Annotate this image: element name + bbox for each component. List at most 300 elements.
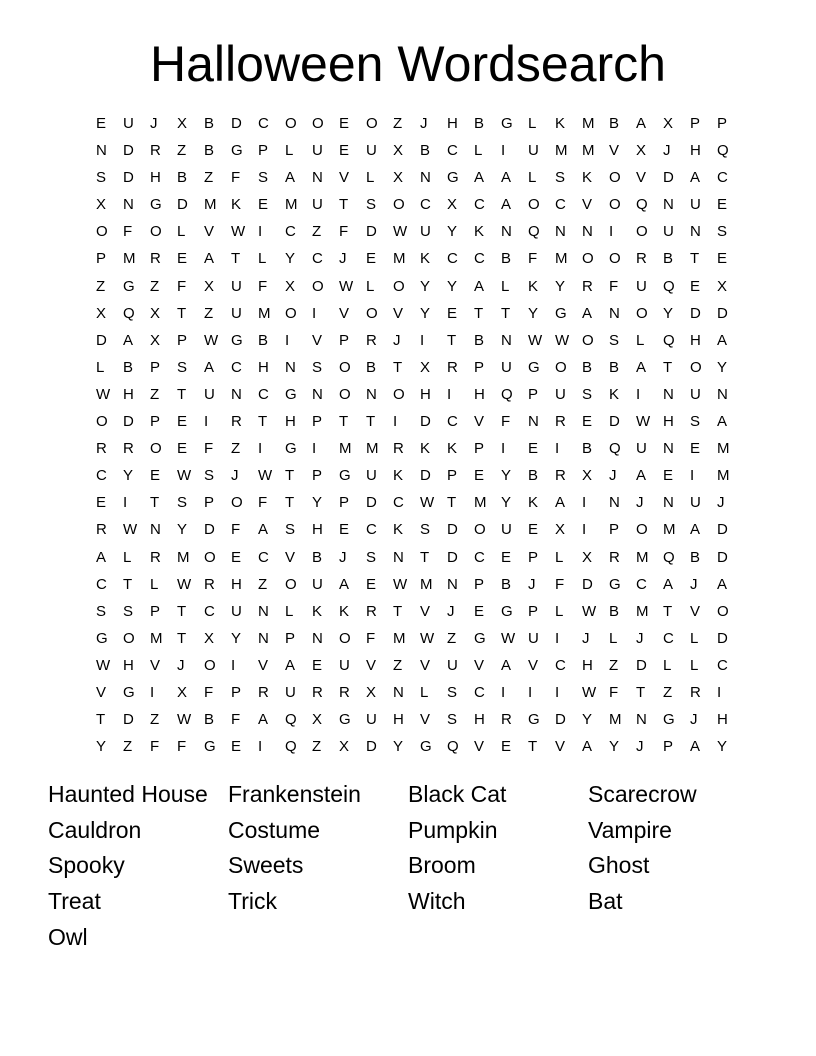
grid-letter: L	[177, 223, 186, 241]
grid-letter: Z	[204, 169, 214, 187]
grid-letter: E	[501, 738, 512, 756]
grid-letter: Q	[636, 196, 648, 214]
grid-letter: X	[717, 277, 728, 295]
grid-letter: E	[474, 602, 485, 620]
grid-letter: K	[528, 277, 539, 295]
grid-letter: B	[663, 250, 674, 268]
grid-letter: Y	[393, 738, 404, 756]
grid-letter: S	[555, 169, 566, 187]
grid-letter: N	[96, 142, 107, 160]
grid-letter: G	[231, 142, 243, 160]
grid-letter: A	[204, 358, 215, 376]
grid-letter: R	[312, 683, 323, 701]
grid-letter: X	[96, 304, 107, 322]
grid-letter: V	[555, 738, 566, 756]
grid-letter: P	[609, 521, 620, 539]
grid-letter: A	[636, 358, 647, 376]
grid-letter: O	[582, 331, 594, 349]
grid-letter: T	[177, 602, 187, 620]
grid-letter: E	[447, 304, 458, 322]
word-list-item: Costume	[228, 816, 321, 843]
grid-letter: E	[582, 413, 593, 431]
grid-letter: A	[690, 169, 701, 187]
grid-letter: I	[501, 683, 506, 701]
grid-letter: E	[717, 250, 728, 268]
grid-letter: I	[555, 440, 560, 458]
word-list-item: Ghost	[588, 852, 650, 879]
grid-letter: N	[150, 521, 161, 539]
grid-letter: A	[636, 467, 647, 485]
page-title: Halloween Wordsearch	[150, 36, 666, 92]
grid-letter: A	[123, 331, 134, 349]
grid-letter: D	[204, 521, 215, 539]
grid-letter: P	[231, 683, 242, 701]
grid-letter: V	[474, 413, 485, 431]
grid-letter: O	[312, 115, 324, 132]
grid-letter: L	[366, 169, 375, 187]
grid-letter: E	[339, 142, 350, 160]
grid-letter: D	[582, 575, 593, 593]
grid-letter: Q	[447, 738, 459, 756]
word-list-item: Black Cat	[408, 781, 507, 807]
grid-letter: X	[312, 711, 323, 729]
grid-letter: F	[501, 413, 511, 431]
grid-letter: I	[582, 521, 587, 539]
grid-letter: S	[582, 385, 593, 403]
grid-letter: L	[123, 548, 132, 566]
grid-letter: D	[366, 223, 377, 241]
grid-letter: E	[690, 277, 701, 295]
grid-letter: N	[501, 223, 512, 241]
grid-letter: M	[717, 467, 730, 485]
letter-grid	[96, 110, 744, 760]
grid-letter: R	[609, 548, 620, 566]
grid-letter: X	[582, 467, 593, 485]
grid-letter: D	[447, 521, 458, 539]
grid-letter: N	[123, 196, 134, 214]
grid-letter: B	[501, 575, 512, 593]
grid-letter: P	[150, 413, 161, 431]
grid-letter: L	[150, 575, 159, 593]
grid-letter: M	[123, 250, 136, 268]
grid-letter: H	[258, 358, 269, 376]
grid-letter: F	[258, 494, 268, 512]
grid-letter: H	[420, 385, 431, 403]
grid-letter: F	[231, 711, 241, 729]
grid-letter: U	[636, 277, 647, 295]
grid-letter: J	[177, 656, 185, 674]
grid-letter: F	[204, 440, 214, 458]
grid-letter: M	[717, 440, 730, 458]
grid-letter: P	[447, 467, 458, 485]
grid-letter: E	[231, 548, 242, 566]
grid-letter: S	[717, 223, 728, 241]
grid-letter: A	[339, 575, 350, 593]
grid-letter: U	[555, 385, 566, 403]
grid-letter: A	[636, 115, 647, 132]
grid-letter: T	[690, 250, 700, 268]
grid-letter: P	[96, 250, 107, 268]
grid-letter: C	[312, 250, 323, 268]
grid-letter: N	[447, 575, 458, 593]
grid-letter: G	[663, 711, 675, 729]
grid-letter: H	[582, 656, 593, 674]
grid-letter: T	[528, 738, 538, 756]
grid-letter: I	[393, 413, 398, 431]
grid-letter: O	[312, 277, 324, 295]
grid-letter: G	[501, 115, 513, 132]
grid-letter: A	[717, 413, 728, 431]
grid-letter: X	[204, 629, 215, 647]
grid-letter: T	[393, 602, 403, 620]
grid-letter: N	[636, 711, 647, 729]
grid-letter: O	[609, 196, 621, 214]
grid-letter: D	[447, 548, 458, 566]
grid-letter: P	[717, 115, 728, 132]
grid-letter: E	[339, 115, 350, 132]
grid-letter: E	[528, 521, 539, 539]
grid-letter: F	[366, 629, 376, 647]
grid-letter: Y	[447, 223, 458, 241]
grid-letter: W	[96, 385, 111, 403]
grid-letter: C	[258, 385, 269, 403]
grid-letter: O	[204, 656, 216, 674]
grid-letter: P	[285, 629, 296, 647]
grid-letter: S	[420, 521, 431, 539]
grid-letter: W	[96, 656, 111, 674]
grid-letter: D	[690, 304, 701, 322]
grid-letter: N	[258, 629, 269, 647]
grid-letter: K	[393, 467, 404, 485]
grid-letter: C	[258, 548, 269, 566]
grid-letter: B	[177, 169, 188, 187]
grid-letter: F	[258, 277, 268, 295]
grid-letter: D	[636, 656, 647, 674]
grid-letter: T	[150, 494, 160, 512]
grid-letter: L	[285, 142, 294, 160]
grid-letter: V	[204, 223, 215, 241]
grid-letter: L	[366, 277, 375, 295]
grid-letter: B	[474, 331, 485, 349]
grid-letter: N	[663, 494, 674, 512]
grid-letter: U	[501, 358, 512, 376]
grid-letter: L	[285, 602, 294, 620]
grid-letter: U	[528, 629, 539, 647]
grid-letter: L	[690, 629, 699, 647]
grid-letter: S	[177, 494, 188, 512]
grid-letter: W	[420, 494, 435, 512]
grid-letter: A	[582, 738, 593, 756]
grid-letter: B	[474, 115, 485, 132]
grid-letter: P	[177, 331, 188, 349]
grid-letter: V	[474, 738, 485, 756]
grid-letter: D	[123, 169, 134, 187]
grid-letter: I	[312, 304, 317, 322]
grid-letter: O	[150, 223, 162, 241]
grid-letter: X	[150, 331, 161, 349]
grid-letter: A	[717, 575, 728, 593]
grid-letter: R	[555, 467, 566, 485]
grid-letter: O	[204, 548, 216, 566]
grid-letter: Z	[150, 385, 160, 403]
grid-letter: E	[96, 115, 107, 132]
grid-letter: E	[177, 413, 188, 431]
grid-letter: S	[96, 602, 107, 620]
grid-letter: Y	[420, 304, 431, 322]
grid-letter: N	[420, 169, 431, 187]
grid-letter: C	[474, 196, 485, 214]
grid-letter: N	[717, 385, 728, 403]
grid-letter: O	[528, 196, 540, 214]
grid-letter: J	[528, 575, 536, 593]
grid-letter: J	[339, 548, 347, 566]
grid-letter: G	[231, 331, 243, 349]
grid-letter: U	[312, 196, 323, 214]
grid-letter: Q	[285, 711, 297, 729]
grid-letter: J	[690, 575, 698, 593]
grid-letter: H	[474, 385, 485, 403]
grid-letter: G	[528, 358, 540, 376]
grid-letter: U	[123, 115, 134, 132]
grid-letter: V	[528, 656, 539, 674]
grid-letter: G	[123, 683, 135, 701]
grid-letter: C	[366, 521, 377, 539]
grid-letter: Y	[177, 521, 188, 539]
grid-letter: Y	[231, 629, 242, 647]
grid-letter: G	[96, 629, 108, 647]
grid-letter: G	[123, 277, 135, 295]
grid-letter: G	[447, 169, 459, 187]
grid-letter: U	[231, 602, 242, 620]
grid-letter: P	[204, 494, 215, 512]
grid-letter: Y	[285, 250, 296, 268]
grid-letter: W	[393, 575, 408, 593]
grid-letter: U	[339, 656, 350, 674]
grid-letter: L	[555, 602, 564, 620]
grid-letter: D	[717, 304, 728, 322]
grid-letter: Y	[663, 304, 674, 322]
grid-letter: V	[366, 656, 377, 674]
word-list-item: Vampire	[588, 816, 672, 843]
grid-letter: R	[96, 521, 107, 539]
grid-letter: B	[258, 331, 269, 349]
grid-letter: T	[123, 575, 133, 593]
grid-letter: J	[636, 494, 644, 512]
grid-letter: S	[447, 711, 458, 729]
grid-letter: O	[285, 115, 297, 132]
grid-letter: C	[204, 602, 215, 620]
grid-letter: L	[258, 250, 267, 268]
grid-letter: R	[555, 413, 566, 431]
word-list-item: Treat	[48, 888, 101, 915]
grid-letter: T	[285, 467, 295, 485]
grid-letter: P	[474, 440, 485, 458]
grid-letter: K	[582, 169, 593, 187]
grid-letter: O	[555, 358, 567, 376]
grid-letter: M	[663, 521, 676, 539]
grid-letter: X	[636, 142, 647, 160]
grid-letter: T	[447, 331, 457, 349]
grid-letter: Z	[150, 277, 160, 295]
grid-letter: B	[420, 142, 431, 160]
grid-letter: J	[582, 629, 590, 647]
grid-letter: N	[501, 331, 512, 349]
grid-letter: D	[366, 738, 377, 756]
grid-letter: X	[663, 115, 674, 132]
grid-letter: H	[474, 711, 485, 729]
grid-letter: Z	[312, 223, 322, 241]
grid-letter: E	[258, 196, 269, 214]
word-list-item: Bat	[588, 888, 623, 915]
grid-letter: C	[555, 196, 566, 214]
grid-letter: N	[663, 440, 674, 458]
grid-letter: J	[150, 115, 158, 132]
grid-letter: R	[690, 683, 701, 701]
grid-letter: P	[690, 115, 701, 132]
word-list-item: Pumpkin	[408, 816, 498, 843]
grid-letter: A	[690, 738, 701, 756]
grid-letter: E	[177, 250, 188, 268]
grid-letter: T	[663, 602, 673, 620]
grid-letter: G	[339, 711, 351, 729]
grid-letter: N	[285, 358, 296, 376]
grid-letter: W	[177, 467, 192, 485]
grid-letter: G	[528, 711, 540, 729]
grid-letter: U	[285, 683, 296, 701]
grid-letter: Z	[609, 656, 619, 674]
grid-letter: U	[636, 440, 647, 458]
grid-letter: I	[258, 440, 263, 458]
word-list-item: Sweets	[228, 852, 304, 879]
grid-letter: F	[177, 277, 187, 295]
grid-letter: U	[312, 575, 323, 593]
grid-letter: W	[528, 331, 543, 349]
grid-letter: A	[690, 521, 701, 539]
grid-letter: N	[528, 413, 539, 431]
grid-letter: J	[663, 142, 671, 160]
grid-letter: C	[474, 250, 485, 268]
grid-letter: W	[501, 629, 516, 647]
grid-letter: U	[690, 385, 701, 403]
grid-letter: R	[150, 250, 161, 268]
grid-letter: R	[150, 142, 161, 160]
grid-letter: F	[123, 223, 133, 241]
grid-letter: R	[366, 602, 377, 620]
grid-letter: O	[636, 521, 648, 539]
grid-letter: G	[609, 575, 621, 593]
grid-letter: X	[339, 738, 350, 756]
grid-letter: Q	[501, 385, 513, 403]
grid-letter: O	[717, 602, 729, 620]
grid-letter: T	[177, 629, 187, 647]
grid-letter: S	[258, 169, 269, 187]
grid-letter: F	[150, 738, 160, 756]
grid-letter: X	[393, 169, 404, 187]
grid-letter: O	[123, 629, 135, 647]
grid-letter: C	[447, 250, 458, 268]
grid-letter: C	[447, 142, 458, 160]
grid-letter: L	[555, 548, 564, 566]
grid-letter: V	[312, 331, 323, 349]
grid-letter: A	[501, 169, 512, 187]
grid-letter: J	[420, 115, 428, 132]
grid-letter: F	[204, 683, 214, 701]
grid-letter: K	[393, 521, 404, 539]
grid-letter: I	[609, 223, 614, 241]
grid-letter: R	[636, 250, 647, 268]
grid-letter: A	[663, 575, 674, 593]
grid-letter: X	[393, 142, 404, 160]
grid-letter: L	[663, 656, 672, 674]
grid-letter: R	[447, 358, 458, 376]
grid-letter: K	[555, 115, 566, 132]
grid-letter: A	[582, 304, 593, 322]
grid-letter: E	[366, 575, 377, 593]
grid-letter: P	[258, 142, 269, 160]
grid-letter: I	[420, 331, 425, 349]
grid-letter: O	[393, 277, 405, 295]
grid-letter: C	[96, 575, 107, 593]
grid-letter: B	[690, 548, 701, 566]
grid-letter: V	[420, 602, 431, 620]
grid-letter: I	[150, 683, 155, 701]
grid-letter: U	[663, 223, 674, 241]
grid-letter: Y	[501, 467, 512, 485]
grid-letter: H	[717, 711, 728, 729]
grid-letter: L	[528, 115, 537, 132]
grid-letter: V	[609, 142, 620, 160]
grid-letter: K	[231, 196, 242, 214]
grid-letter: R	[231, 413, 242, 431]
grid-letter: G	[150, 196, 162, 214]
grid-letter: G	[204, 738, 216, 756]
grid-letter: P	[528, 385, 539, 403]
word-list-item: Witch	[408, 888, 466, 915]
grid-letter: C	[555, 656, 566, 674]
grid-letter: I	[555, 629, 560, 647]
grid-letter: O	[393, 385, 405, 403]
grid-letter: I	[258, 738, 263, 756]
grid-letter: I	[636, 385, 641, 403]
grid-letter: Y	[312, 494, 323, 512]
grid-letter: P	[528, 602, 539, 620]
grid-letter: H	[447, 115, 458, 132]
grid-letter: O	[150, 440, 162, 458]
grid-letter: E	[312, 656, 323, 674]
grid-letter: C	[717, 169, 728, 187]
grid-letter: D	[123, 413, 134, 431]
grid-letter: D	[96, 331, 107, 349]
grid-letter: D	[420, 467, 431, 485]
grid-letter: E	[96, 494, 107, 512]
grid-letter: Q	[663, 548, 675, 566]
grid-letter: O	[609, 250, 621, 268]
grid-letter: A	[474, 277, 485, 295]
grid-letter: S	[285, 521, 296, 539]
grid-letter: J	[231, 467, 239, 485]
grid-letter: T	[231, 250, 241, 268]
grid-letter: O	[339, 629, 351, 647]
grid-letter: V	[339, 304, 350, 322]
grid-letter: E	[150, 467, 161, 485]
grid-letter: D	[717, 548, 728, 566]
grid-letter: Z	[231, 440, 241, 458]
grid-letter: O	[474, 521, 486, 539]
grid-letter: C	[474, 548, 485, 566]
grid-letter: R	[258, 683, 269, 701]
grid-letter: B	[609, 358, 620, 376]
grid-letter: T	[96, 711, 106, 729]
